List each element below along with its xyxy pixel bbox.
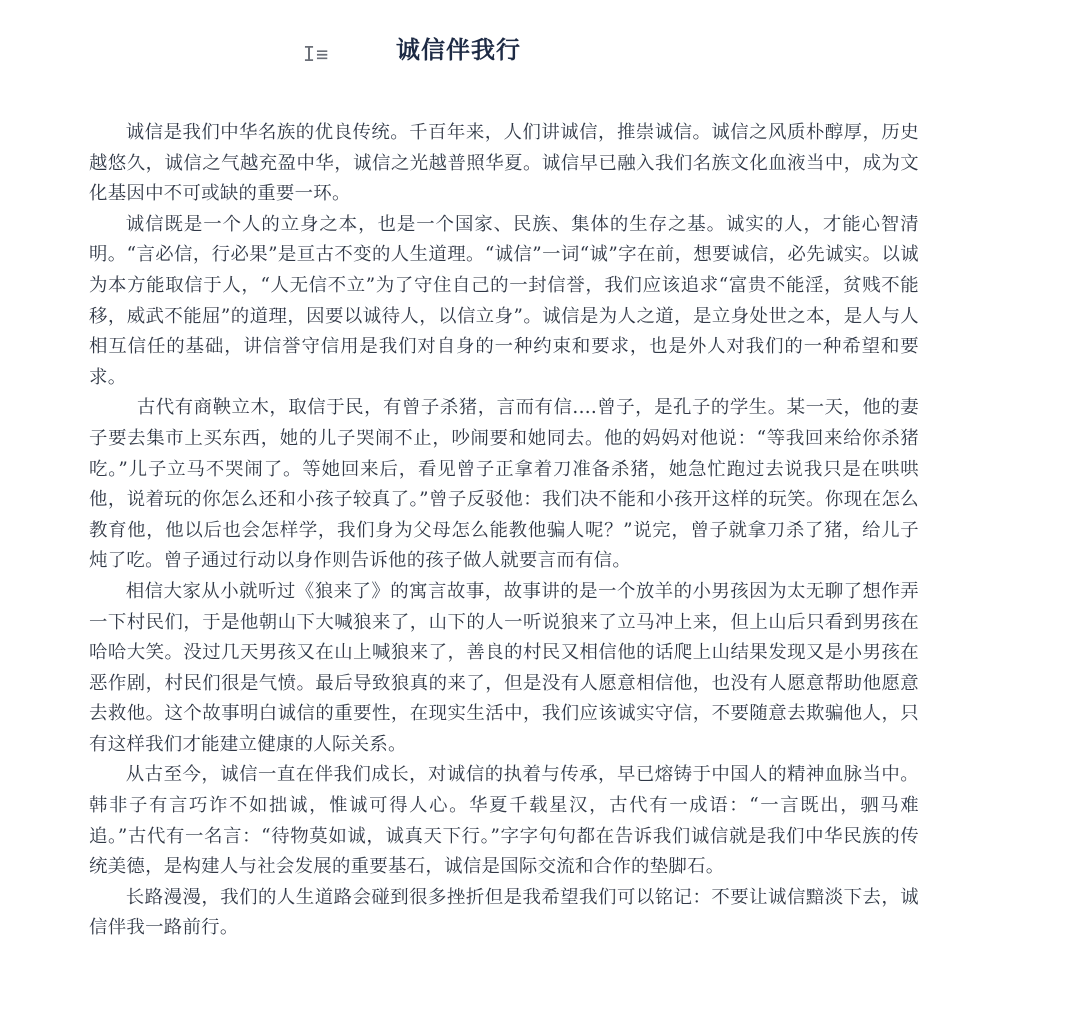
paragraph-3: 古代有商鞅立木，取信于民，有曾子杀猪，言而有信....曾子，是孔子的学生。某一天，他的妻子要去集市上买东西，她的儿子哭闹不止，吵闹要和她同去。他的妈妈对他说：“等我回来给你杀猪吃。”儿子立马不哭闹了。等她回来后，看见曾子正拿着刀准备杀猪，她急忙跑过去说我只是在哄哄他，说着玩的你怎么还和小孩子较真了。”曾子反驳他：我们决不能和小孩开这样的玩笑。你现在怎么教育他，他以后也会怎样学，我们身为父母怎么能教他骗人呢？”说完，曾子就拿刀杀了猪，给儿子炖了吃。曾子通过行动以身作则告诉他的孩子做人就要言而有信。 — [89, 397, 919, 572]
document-title: 诚信伴我行 — [396, 36, 521, 64]
paragraph-6: 长路漫漫，我们的人生道路会碰到很多挫折但是我希望我们可以铭记：不要让诚信黯淡下去，诚信伴我一路前行。 — [89, 886, 919, 939]
paragraph-4: 相信大家从小就听过《狼来了》的寓言故事，故事讲的是一个放羊的小男孩因为太无聊了想作弄一下村民们，于是他朝山下大喊狼来了，山下的人一听说狼来了立马冲上来，但上山后只看到男孩在哈哈大笑。没过几天男孩又在山上喊狼来了，善良的村民又相信他的话爬上山结果发现又是小男孩在恶作剧，村民们很是气愤。最后导致狼真的来了，但是没有人愿意相信他，也没有人愿意帮助他愿意去救他。这个故事明白诚信的重要性，在现实生活中，我们应该诚实守信，不要随意去欺骗他人，只有这样我们才能建立健康的人际关系。 — [89, 580, 919, 755]
paragraph-5: 从古至今，诚信一直在伴我们成长，对诚信的执着与传承，早已熔铸于中国人的精神血脉当中。韩非子有言巧诈不如拙诚，惟诚可得人心。华夏千载星汉，古代有一成语：“一言既出，驷马难追。”古代有一名言：“待物莫如诚，诚真天下行。”字字句句都在告诉我们诚信就是我们中华民族的传统美德，是构建人与社会发展的重要基石，诚信是国际交流和合作的垫脚石。 — [89, 764, 919, 878]
paragraph-1: 诚信是我们中华名族的优良传统。千百年来，人们讲诚信，推崇诚信。诚信之风质朴醇厚，历史越悠久，诚信之气越充盈中华，诚信之光越普照华夏。诚信早已融入我们名族文化血液当中，成为文化基因中不可或缺的重要一环。 — [89, 122, 919, 205]
document-body — [89, 118, 919, 944]
paragraph-2: 诚信既是一个人的立身之本，也是一个国家、民族、集体的生存之基。诚实的人，才能心智清明。“言必信，行必果”是亘古不变的人生道理。“诚信”一词“诚”字在前，想要诚信，必先诚实。以诚为本方能取信于人，“人无信不立”为了守住自己的一封信誉，我们应该追求“富贵不能淫，贫贱不能移，威武不能屈”的道理，因要以诚待人，以信立身”。诚信是为人之道，是立身处世之本，是人与人相互信任的基础，讲信誉守信用是我们对自身的一种约束和要求，也是外人对我们的一种希望和要求。 — [89, 213, 919, 388]
text-cursor-icon: I≡ — [303, 42, 330, 66]
